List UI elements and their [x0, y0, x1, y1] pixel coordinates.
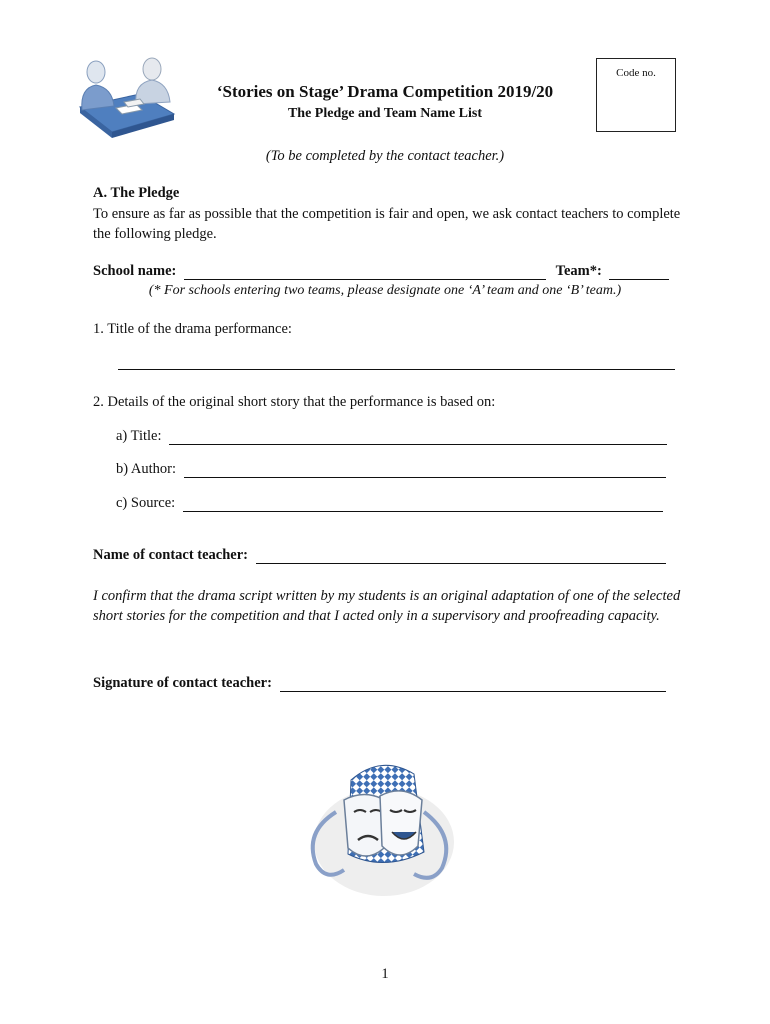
signature-row	[93, 675, 666, 692]
story-author-row	[116, 461, 666, 478]
code-number-box[interactable]	[596, 58, 676, 132]
story-title-row	[116, 428, 667, 445]
discussion-clipart-icon	[70, 52, 180, 140]
question-2: 2. Details of the original short story that the performance is based on:	[93, 394, 496, 410]
performance-title-field[interactable]	[118, 353, 675, 370]
page-number: 1	[381, 966, 389, 982]
completion-instruction: (To be completed by the contact teacher.)	[265, 148, 505, 164]
contact-teacher-row	[93, 547, 666, 564]
story-author-label: b) Author:	[116, 461, 177, 477]
contact-teacher-label: Name of contact teacher:	[93, 547, 248, 563]
signature-field[interactable]	[280, 675, 666, 692]
school-name-field[interactable]	[184, 263, 546, 280]
school-team-row	[93, 263, 669, 280]
section-a-intro: To ensure as far as possible that the competition is fair and open, we ask contact teachers to complete the following pledge.	[93, 206, 681, 242]
question-1: 1. Title of the drama performance:	[93, 321, 292, 337]
document-subtitle: The Pledge and Team Name List	[287, 106, 483, 121]
signature-label: Signature of contact teacher:	[93, 675, 272, 691]
contact-teacher-field[interactable]	[256, 547, 666, 564]
story-source-label: c) Source:	[116, 495, 176, 511]
team-note: (* For schools entering two teams, please designate one ‘A’ team and one ‘B’ team.)	[148, 283, 622, 298]
story-source-row	[116, 495, 663, 512]
drama-masks-icon	[296, 752, 466, 902]
story-author-field[interactable]	[184, 461, 666, 478]
school-name-label: School name:	[93, 263, 177, 279]
section-a-heading: A. The Pledge	[93, 185, 180, 201]
story-source-field[interactable]	[183, 495, 663, 512]
team-label: Team*:	[555, 263, 602, 279]
confirmation-statement: I confirm that the drama script written by my students is an original adaptation of one of the selected short stories for the competition and that I acted only in a supervisory and proofreading capacity.	[93, 588, 681, 624]
code-number-label: Code no.	[616, 67, 656, 79]
story-title-field[interactable]	[169, 428, 667, 445]
story-title-label: a) Title:	[116, 428, 162, 444]
document-title: ‘Stories on Stage’ Drama Competition 2019/20	[216, 82, 554, 101]
team-field[interactable]	[609, 263, 669, 280]
